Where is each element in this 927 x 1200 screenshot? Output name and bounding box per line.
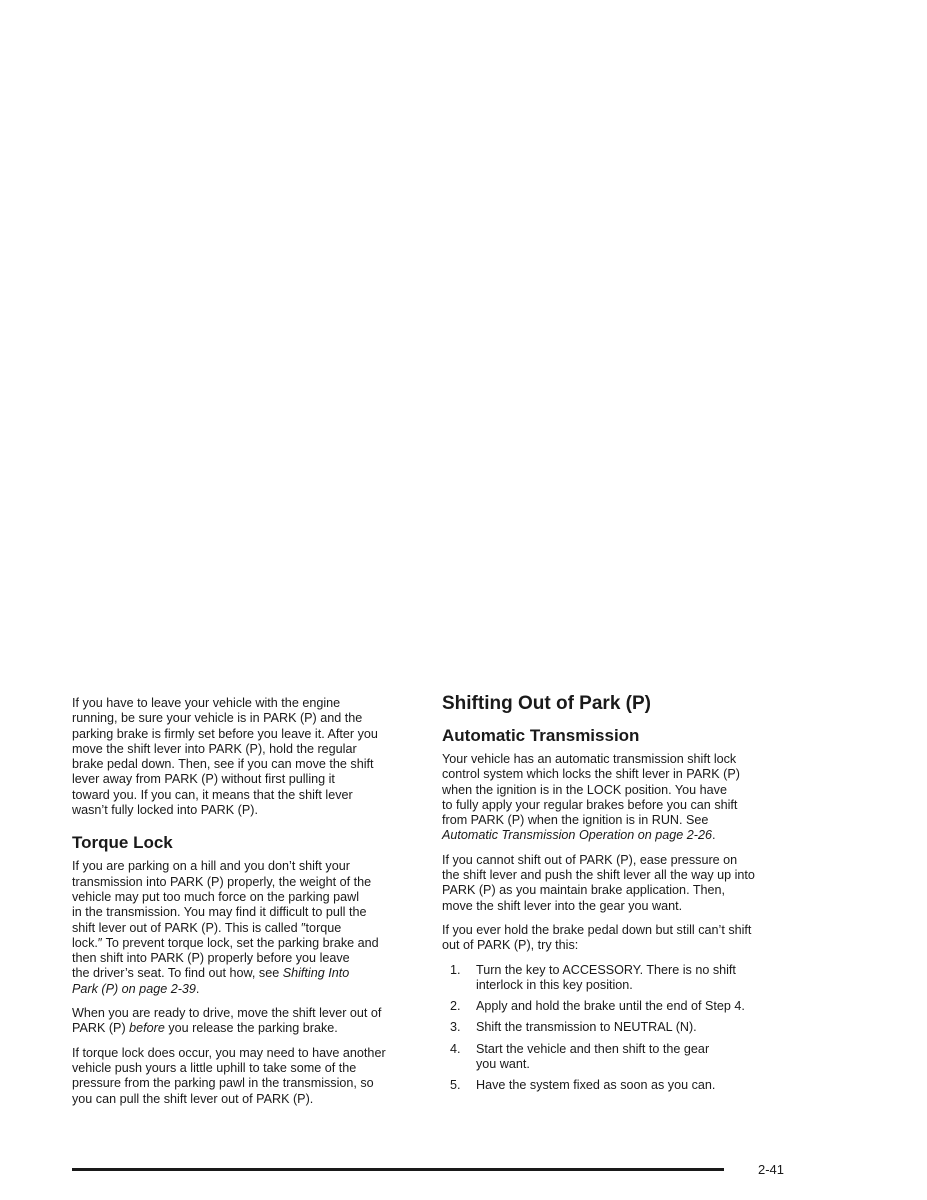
list-item (450, 1020, 792, 1035)
text-line: move the shift lever into the gear you want. (442, 898, 683, 913)
cross-reference-link[interactable]: Shifting Into (282, 966, 350, 981)
text-line: toward you. If you can, it means that the shift lever (72, 787, 353, 802)
text-line: If you cannot shift out of PARK (P), ease pressure on (442, 852, 738, 867)
right-column (442, 692, 792, 1100)
torque-lock-paragraph-1 (72, 859, 420, 997)
text-line: When you are ready to drive, move the shift lever out of (72, 1006, 382, 1021)
text-line: you can pull the shift lever out of PARK (P). (72, 1091, 314, 1106)
text-line: If you ever hold the brake pedal down but still can’t shift (442, 922, 752, 937)
list-item (450, 1042, 792, 1073)
text-line: running, be sure your vehicle is in PARK (P) and the (72, 711, 363, 726)
emphasis-text: before (129, 1021, 165, 1036)
text-line (442, 828, 792, 843)
text-line: transmission into PARK (P) properly, the weight of the (72, 874, 372, 889)
page-number: 2-41 (758, 1162, 785, 1177)
text-line: shift lever out of PARK (P). This is called ″torque (72, 920, 342, 935)
shift-lock-paragraph (442, 752, 792, 844)
text-line (72, 1021, 420, 1036)
text-fragment: . (711, 828, 716, 843)
torque-lock-paragraph-3 (72, 1046, 420, 1107)
text-line: wasn’t fully locked into PARK (P). (72, 803, 258, 818)
list-item (450, 1078, 792, 1093)
text-fragment: you release the parking brake. (164, 1021, 338, 1036)
step-number: 2. (450, 999, 461, 1014)
text-line: Turn the key to ACCESSORY. There is no shift (476, 962, 736, 977)
step-number: 1. (450, 962, 461, 977)
text-line: you want. (476, 1057, 530, 1072)
cross-reference-link[interactable]: Park (P) on page 2-39 (72, 981, 196, 996)
text-line: vehicle may put too much force on the parking pawl (72, 889, 360, 904)
text-line: the shift lever and push the shift lever all the way up into (442, 868, 755, 883)
text-line: vehicle push yours a little uphill to take some of the (72, 1060, 357, 1075)
text-line: interlock in this key position. (476, 977, 633, 992)
list-item (450, 999, 792, 1014)
text-line: from PARK (P) when the ignition is in RUN. See (442, 813, 709, 828)
text-line: Your vehicle has an automatic transmission shift lock (442, 752, 737, 766)
automatic-transmission-heading: Automatic Transmission (442, 726, 640, 745)
try-this-paragraph (442, 923, 792, 954)
intro-paragraph (72, 696, 420, 818)
text-line: when the ignition is in the LOCK position. You have (442, 782, 727, 797)
text-line: parking brake is firmly set before you leave it. After you (72, 726, 378, 741)
text-line: Apply and hold the brake until the end of Step 4. (476, 999, 745, 1014)
text-line: If you are parking on a hill and you don’t shift your (72, 859, 350, 874)
text-line: brake pedal down. Then, see if you can move the shift (72, 757, 374, 772)
step-number: 5. (450, 1078, 461, 1093)
text-fragment: the driver’s seat. To find out how, see (72, 966, 283, 981)
cannot-shift-paragraph (442, 853, 792, 914)
steps-list (442, 963, 792, 1094)
text-fragment: . (195, 981, 200, 996)
text-line: Shift the transmission to NEUTRAL (N). (476, 1020, 697, 1035)
text-line: move the shift lever into PARK (P), hold the regular (72, 741, 357, 756)
text-line: lock.″ To prevent torque lock, set the parking brake and (72, 935, 379, 950)
text-line: out of PARK (P), try this: (442, 938, 579, 953)
text-line: lever away from PARK (P) without first pulling it (72, 772, 335, 787)
list-item (450, 963, 792, 994)
step-number: 3. (450, 1020, 461, 1035)
left-column (72, 696, 420, 1116)
text-line: If torque lock does occur, you may need to have another (72, 1045, 386, 1060)
footer-divider (72, 1168, 724, 1171)
cross-reference-link[interactable]: Automatic Transmission Operation on page 2-26 (442, 828, 712, 843)
section-heading: Shifting Out of Park (P) (442, 693, 651, 714)
text-line: in the transmission. You may find it difficult to pull the (72, 905, 367, 920)
text-line: then shift into PARK (P) properly before you leave (72, 951, 350, 966)
step-number: 4. (450, 1041, 461, 1056)
text-line: to fully apply your regular brakes before you can shift (442, 797, 738, 812)
text-line: Start the vehicle and then shift to the gear (476, 1041, 710, 1056)
text-fragment: PARK (P) (72, 1021, 130, 1036)
text-line: PARK (P) as you maintain brake application. Then, (442, 883, 726, 898)
text-line (72, 966, 420, 981)
torque-lock-paragraph-2 (72, 1006, 420, 1037)
text-line (72, 982, 420, 997)
torque-lock-heading: Torque Lock (72, 833, 173, 853)
text-line: control system which locks the shift lever in PARK (P) (442, 767, 740, 782)
text-line: If you have to leave your vehicle with the engine (72, 696, 341, 710)
text-line: pressure from the parking pawl in the transmission, so (72, 1076, 374, 1091)
text-line: Have the system fixed as soon as you can. (476, 1078, 716, 1093)
